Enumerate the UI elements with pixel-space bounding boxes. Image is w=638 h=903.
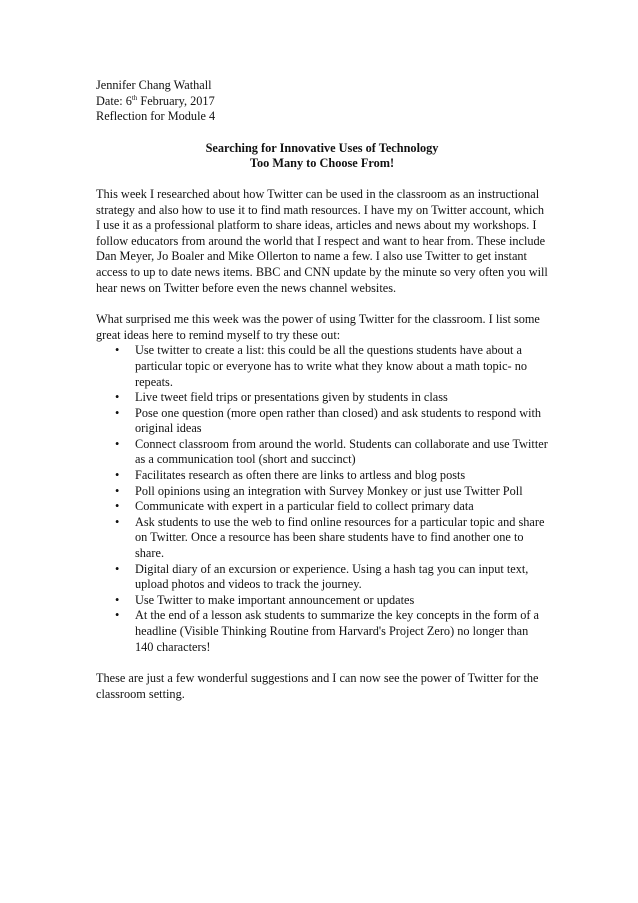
paragraph-surprise: What surprised me this week was the power of using Twitter for the classroom. I list some great ideas here to remind myself to try these out: <box>96 312 540 342</box>
list-item <box>96 593 548 609</box>
bullet-icon: • <box>115 514 120 529</box>
header-block <box>96 78 548 125</box>
title-line-2: Too Many to Choose From! <box>249 156 395 171</box>
list-item-text: Pose one question (more open rather than closed) and ask students to respond with original ideas <box>135 405 542 436</box>
list-item <box>96 499 548 515</box>
document-title <box>96 141 548 172</box>
list-item-text: Poll opinions using an integration with Survey Monkey or just use Twitter Poll <box>135 483 523 498</box>
bullet-icon: • <box>115 436 120 451</box>
module-label: Reflection for Module 4 <box>96 109 216 124</box>
list-item <box>96 343 548 390</box>
list-item-text: Live tweet field trips or presentations given by students in class <box>135 390 448 405</box>
bullet-icon: • <box>115 468 120 483</box>
bullet-icon: • <box>115 561 120 576</box>
list-item-text: Ask students to use the web to find online resources for a particular topic and share on Twitter. Once a resource has been share students have to find another one to share. <box>135 514 545 561</box>
document-date <box>96 94 548 110</box>
list-item-text: Facilitates research as often there are links to artless and blog posts <box>135 468 466 483</box>
list-item <box>96 406 548 437</box>
date-prefix: Date: 6 <box>96 93 132 108</box>
list-item <box>96 608 548 655</box>
title-line-1: Searching for Innovative Uses of Technology <box>205 140 439 155</box>
author-name: Jennifer Chang Wathall <box>96 78 212 92</box>
list-item-text: Use twitter to create a list: this could be all the questions students have about a particular topic or everyone has to write what they know about a math topic- no repeats. <box>135 343 528 389</box>
list-item-text: Digital diary of an excursion or experience. Using a hash tag you can input text, upload photos and videos to track the journey. <box>135 561 529 592</box>
bullet-icon: • <box>115 343 120 358</box>
list-item-text: Communicate with expert in a particular field to collect primary data <box>135 499 474 514</box>
list-item <box>96 437 548 468</box>
bullet-icon: • <box>115 483 120 498</box>
date-rest: February, 2017 <box>137 93 215 108</box>
bullet-icon: • <box>115 390 120 405</box>
document-page <box>96 78 548 702</box>
list-item <box>96 515 548 562</box>
bullet-icon: • <box>115 405 120 420</box>
list-item-text: Connect classroom from around the world. Students can collaborate and use Twitter as a communication tool (short and succinct) <box>135 436 548 467</box>
bullet-icon: • <box>115 499 120 514</box>
list-item <box>96 390 548 406</box>
list-item <box>96 468 548 484</box>
list-item-text: At the end of a lesson ask students to summarize the key concepts in the form of a headline (Visible Thinking Routine from Harvard's Project Zero) no longer than 140 characters! <box>135 608 539 654</box>
ideas-list <box>96 343 548 655</box>
list-item-text: Use Twitter to make important announcement or updates <box>135 592 415 607</box>
bullet-icon: • <box>115 608 120 623</box>
list-item <box>96 562 548 593</box>
paragraph-intro: This week I researched about how Twitter can be used in the classroom as an instructional strategy and also how to use it to find math resources. I have my on Twitter account, which I use it as a professional platform to share ideas, articles and news about my workshops. I follow educators from around the world that I respect and want to hear from. These include Dan Meyer, Jo Boaler and Mike Ollerton to name a few. I also use Twitter to get instant access to up to date news items. BBC and CNN update by the minute so very often you will hear news on Twitter before even the news channel websites. <box>96 186 548 295</box>
date-ordinal: th <box>131 93 138 102</box>
paragraph-conclusion: These are just a few wonderful suggestions and I can now see the power of Twitter for the classroom setting. <box>96 671 539 701</box>
list-item <box>96 484 548 500</box>
bullet-icon: • <box>115 592 120 607</box>
